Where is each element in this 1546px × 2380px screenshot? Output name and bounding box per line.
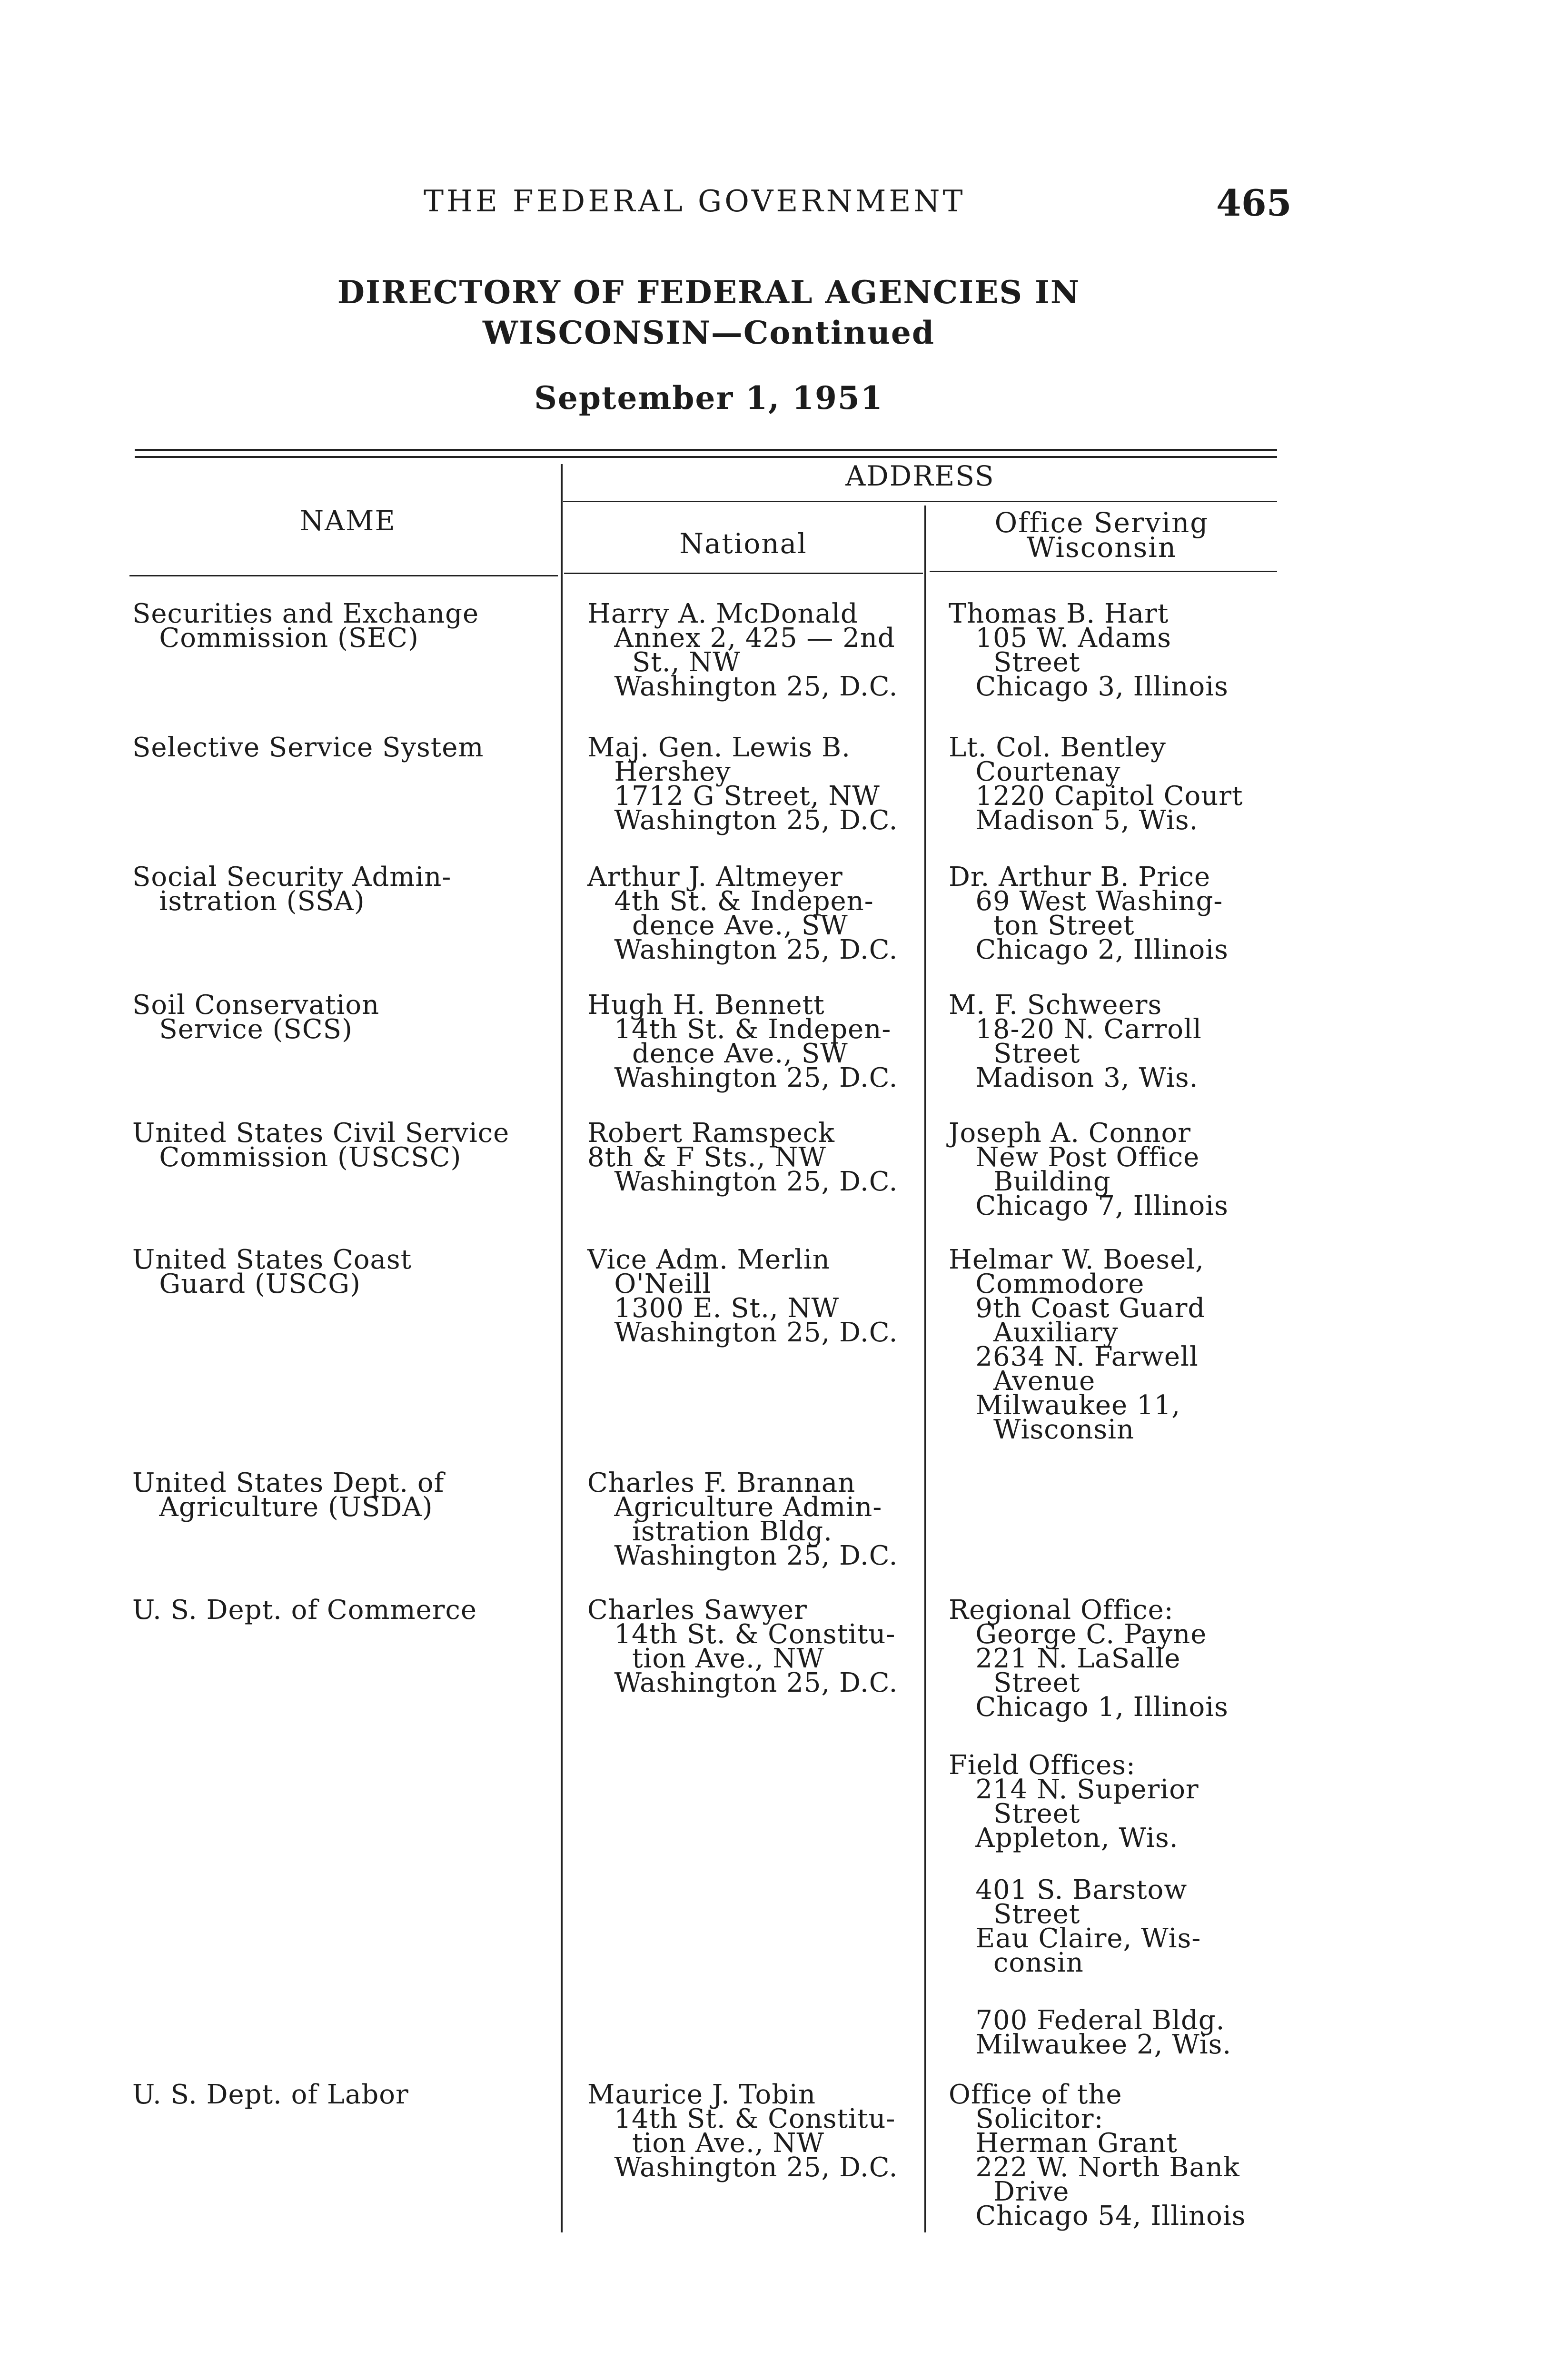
table-cell-national: Maurice J. Tobin 14th St. & Constitu- tion Ave., NW Washington 25, D.C.: [587, 2079, 898, 2183]
directory-title-continued: WISCONSIN—Continued: [482, 314, 935, 351]
office-column-header-line2: Wisconsin: [1026, 531, 1177, 564]
table-cell-name: United States Coast Guard (USCG): [132, 1244, 412, 1299]
page-number: 465: [1216, 182, 1292, 224]
table-cell-office: 401 S. Barstow Street Eau Claire, Wis- consin: [975, 1874, 1201, 1978]
table-cell-name: United States Civil Service Commission (USCSC): [132, 1118, 510, 1173]
running-head: THE FEDERAL GOVERNMENT: [424, 184, 966, 218]
office-column-header: [926, 506, 1277, 564]
table-cell-national: Charles F. Brannan Agriculture Admin- istration Bldg. Washington 25, D.C.: [587, 1468, 898, 1571]
table-cell-name: U. S. Dept. of Labor: [132, 2079, 409, 2110]
table-cell-national: Arthur J. Altmeyer 4th St. & Indepen- dence Ave., SW Washington 25, D.C.: [587, 862, 898, 965]
table-cell-name: Selective Service System: [132, 732, 484, 763]
table-cell-office: 700 Federal Bldg. Milwaukee 2, Wis.: [975, 2005, 1232, 2060]
table-cell-national: Vice Adm. Merlin O'Neill 1300 E. St., NW Washington 25, D.C.: [587, 1244, 898, 1348]
table-cell-name: Soil Conservation Service (SCS): [132, 990, 380, 1045]
table-cell-office: Thomas B. Hart 105 W. Adams Street Chicago 3, Illinois: [949, 598, 1229, 702]
national-column-divider: [924, 506, 926, 2232]
table-cell-national: Maj. Gen. Lewis B. Hershey 1712 G Street, NW Washington 25, D.C.: [587, 732, 898, 836]
table-cell-office: Field Offices: 214 N. Superior Street Appleton, Wis.: [949, 1750, 1199, 1854]
table-cell-name: Social Security Admin- istration (SSA): [132, 862, 452, 917]
name-column-header: NAME: [299, 505, 396, 537]
national-header-bottom-rule: [564, 573, 923, 574]
table-cell-national: Harry A. McDonald Annex 2, 425 — 2nd St., NW Washington 25, D.C.: [587, 598, 898, 702]
table-cell-name: United States Dept. of Agriculture (USDA): [132, 1468, 445, 1523]
address-column-header: ADDRESS: [845, 460, 995, 492]
office-header-bottom-rule: [930, 571, 1277, 572]
table-cell-national: Robert Ramspeck 8th & F Sts., NW Washington 25, D.C.: [587, 1118, 898, 1197]
name-header-bottom-rule: [129, 575, 558, 576]
table-cell-office: Joseph A. Connor New Post Office Building Chicago 7, Illinois: [949, 1118, 1229, 1221]
directory-title: DIRECTORY OF FEDERAL AGENCIES IN: [337, 274, 1080, 311]
table-cell-name: Securities and Exchange Commission (SEC): [132, 598, 479, 654]
national-column-header: National: [679, 527, 807, 560]
table-top-rule-second: [135, 456, 1277, 458]
table-cell-national: Hugh H. Bennett 14th St. & Indepen- dence Ave., SW Washington 25, D.C.: [587, 990, 898, 1093]
table-top-rule: [135, 449, 1277, 451]
table-cell-office: Dr. Arthur B. Price 69 West Washing- ton Street Chicago 2, Illinois: [949, 862, 1229, 965]
table-cell-office: Lt. Col. Bentley Courtenay 1220 Capitol Court Madison 5, Wis.: [949, 732, 1243, 836]
name-column-divider: [561, 464, 563, 2232]
address-subheader-rule: [563, 501, 1277, 502]
table-cell-office: Regional Office: George C. Payne 221 N. LaSalle Street Chicago 1, Illinois: [949, 1595, 1229, 1723]
table-cell-office: M. F. Schweers 18-20 N. Carroll Street Madison 3, Wis.: [949, 990, 1202, 1093]
directory-date: September 1, 1951: [534, 379, 883, 416]
office-column-header-line1: Office Serving: [994, 506, 1209, 539]
table-cell-national: Charles Sawyer 14th St. & Constitu- tion Ave., NW Washington 25, D.C.: [587, 1595, 898, 1698]
table-cell-office: Office of the Solicitor: Herman Grant 222 W. North Bank Drive Chicago 54, Illinois: [949, 2079, 1246, 2231]
table-cell-office: Helmar W. Boesel, Commodore 9th Coast Guard Auxiliary 2634 N. Farwell Avenue Milwaukee 11, Wisconsin: [949, 1244, 1206, 1445]
table-cell-name: U. S. Dept. of Commerce: [132, 1595, 477, 1626]
